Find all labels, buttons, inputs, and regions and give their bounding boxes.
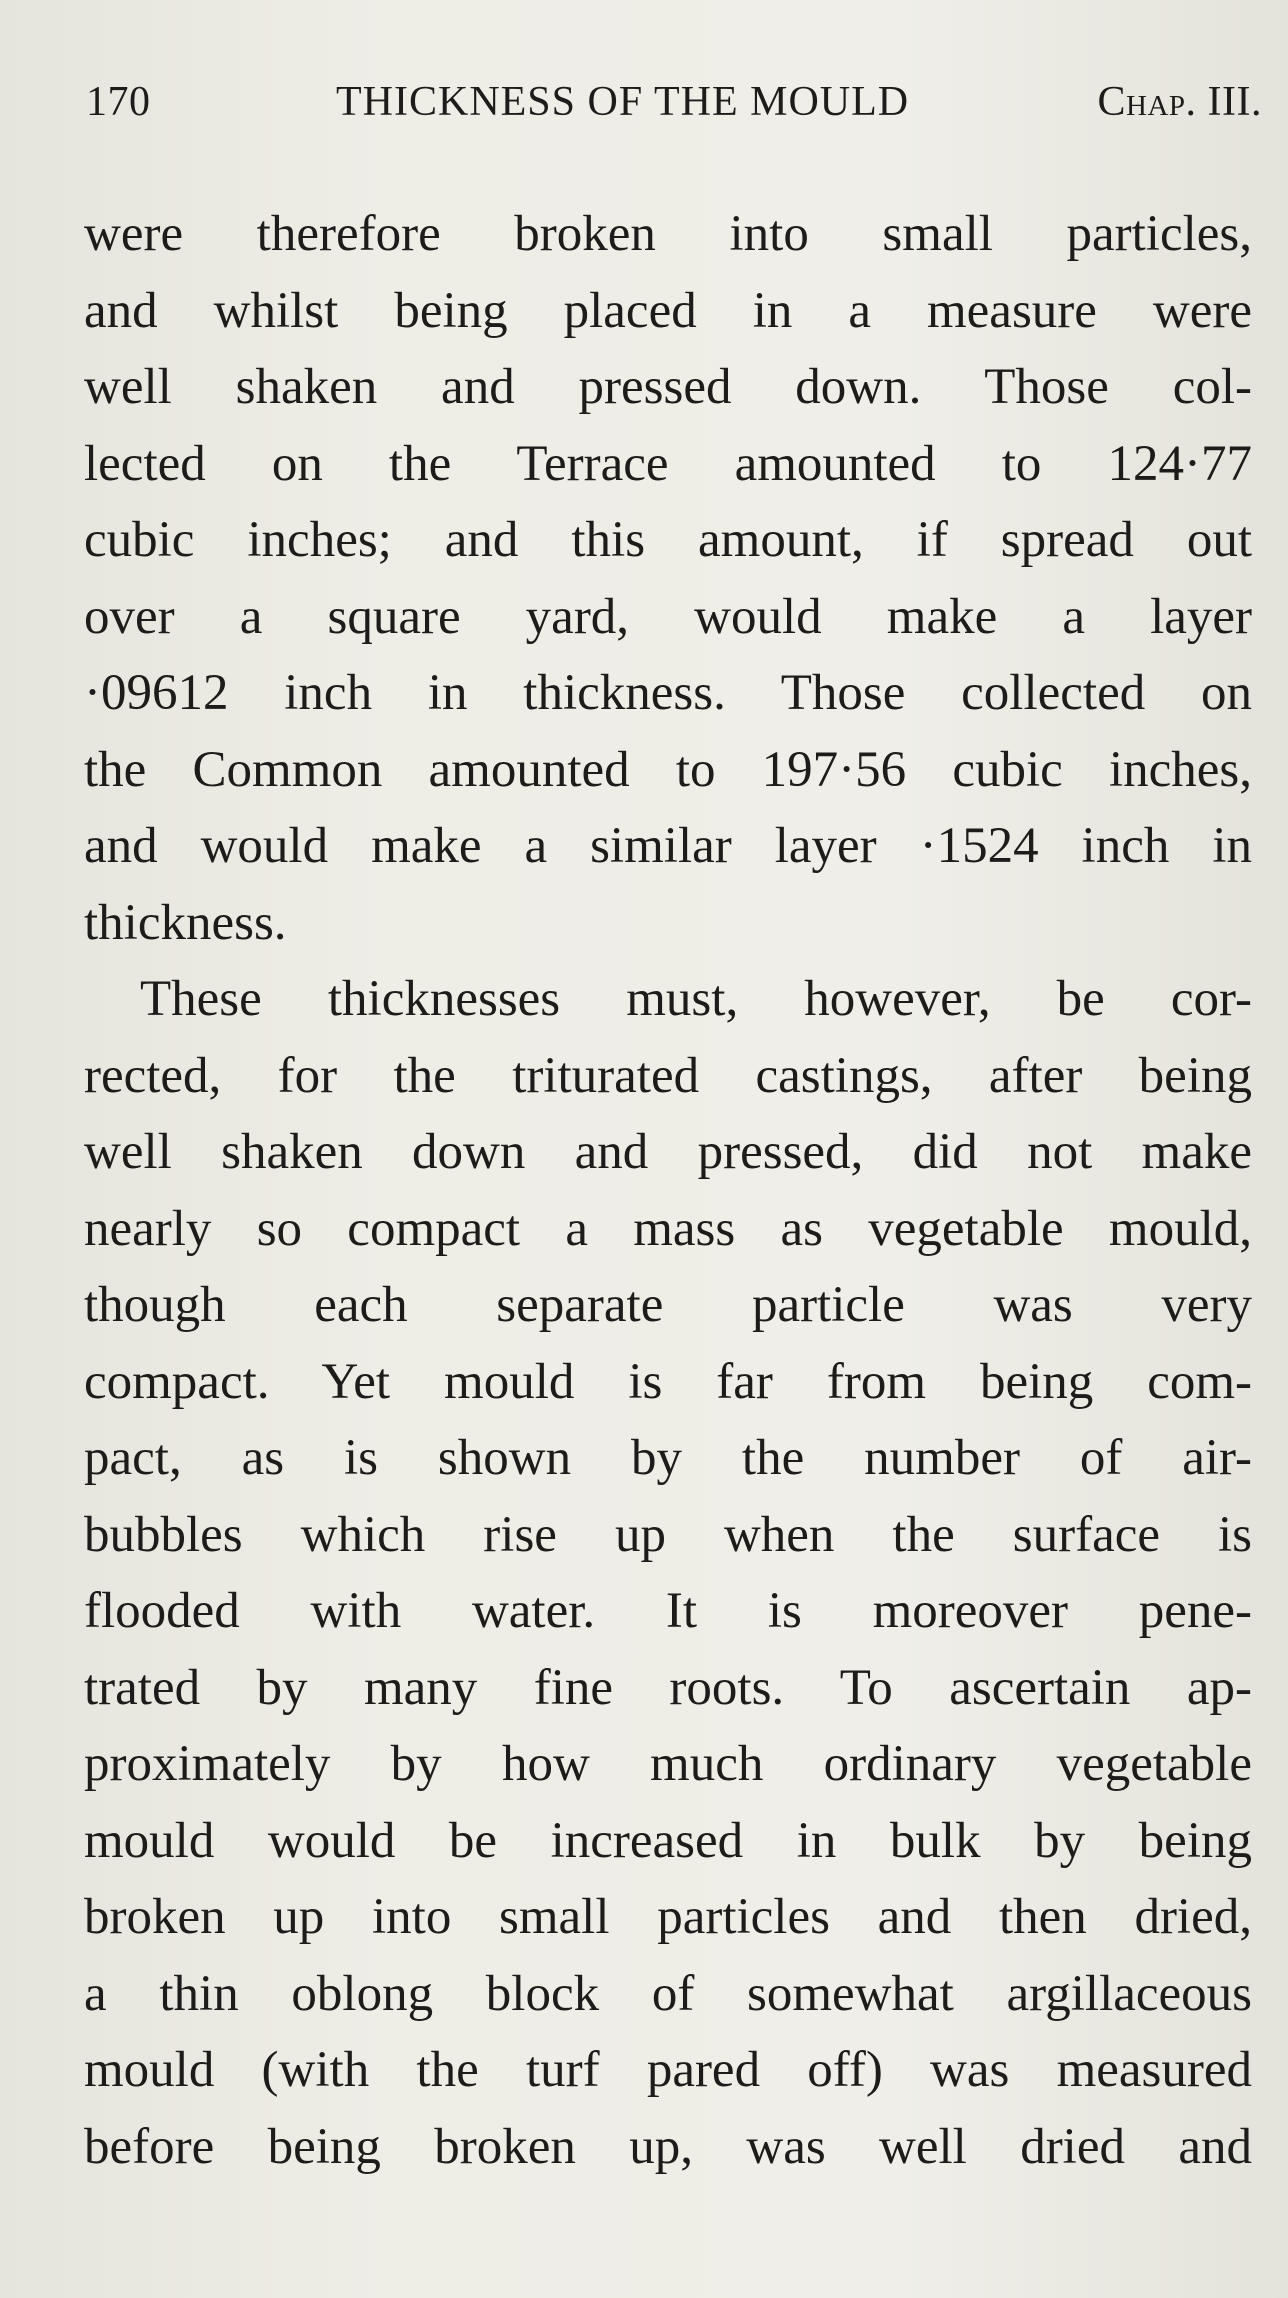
text-line: trated by many fine roots. To ascertain ap- — [84, 1659, 1252, 1716]
body-text — [84, 196, 1252, 2185]
text-line: flooded with water. It is moreover pene- — [84, 1583, 1252, 1639]
text-line: proximately by how much ordinary vegetable — [84, 1736, 1252, 1792]
text-line: well shaken down and pressed, did not make — [84, 1124, 1252, 1180]
text-line: cubic inches; and this amount, if spread out — [84, 512, 1252, 568]
text-line: pact, as is shown by the number of air- — [84, 1430, 1252, 1486]
text-line: mould (with the turf pared off) was measured — [84, 2042, 1252, 2098]
text-line: and would make a similar layer ·1524 inch in — [84, 818, 1252, 874]
text-line: mould would be increased in bulk by being — [84, 1812, 1252, 1869]
text-line: well shaken and pressed down. Those col- — [84, 359, 1252, 415]
text-line: and whilst being placed in a measure were — [84, 282, 1252, 339]
text-line: though each separate particle was very — [84, 1277, 1252, 1333]
text-line: bubbles which rise up when the surface is — [84, 1506, 1252, 1563]
text-line: thickness. — [84, 894, 287, 951]
running-title: THICKNESS OF THE MOULD — [336, 79, 910, 125]
text-line: compact. Yet mould is far from being com- — [84, 1353, 1252, 1410]
text-line: a thin oblong block of somewhat argillaceous — [84, 1965, 1252, 2022]
text-line: over a square yard, would make a layer — [84, 588, 1252, 645]
text-line: were therefore broken into small particles, — [84, 206, 1252, 262]
text-line: lected on the Terrace amounted to 124·77 — [84, 435, 1252, 492]
text-line: rected, for the triturated castings, after being — [84, 1047, 1252, 1104]
text-line: broken up into small particles and then dried, — [84, 1889, 1252, 1945]
text-line: ·09612 inch in thickness. Those collected on — [84, 665, 1252, 721]
text-line: nearly so compact a mass as vegetable mould, — [84, 1200, 1252, 1257]
page-number: 170 — [86, 79, 151, 125]
text-line: the Common amounted to 197·56 cubic inches, — [84, 741, 1252, 798]
text-line: before being broken up, was well dried and — [84, 2118, 1252, 2175]
chapter-label: Chap. III. — [1097, 79, 1262, 125]
running-head — [86, 78, 1262, 138]
text-line: These thicknesses must, however, be cor- — [140, 971, 1252, 1027]
